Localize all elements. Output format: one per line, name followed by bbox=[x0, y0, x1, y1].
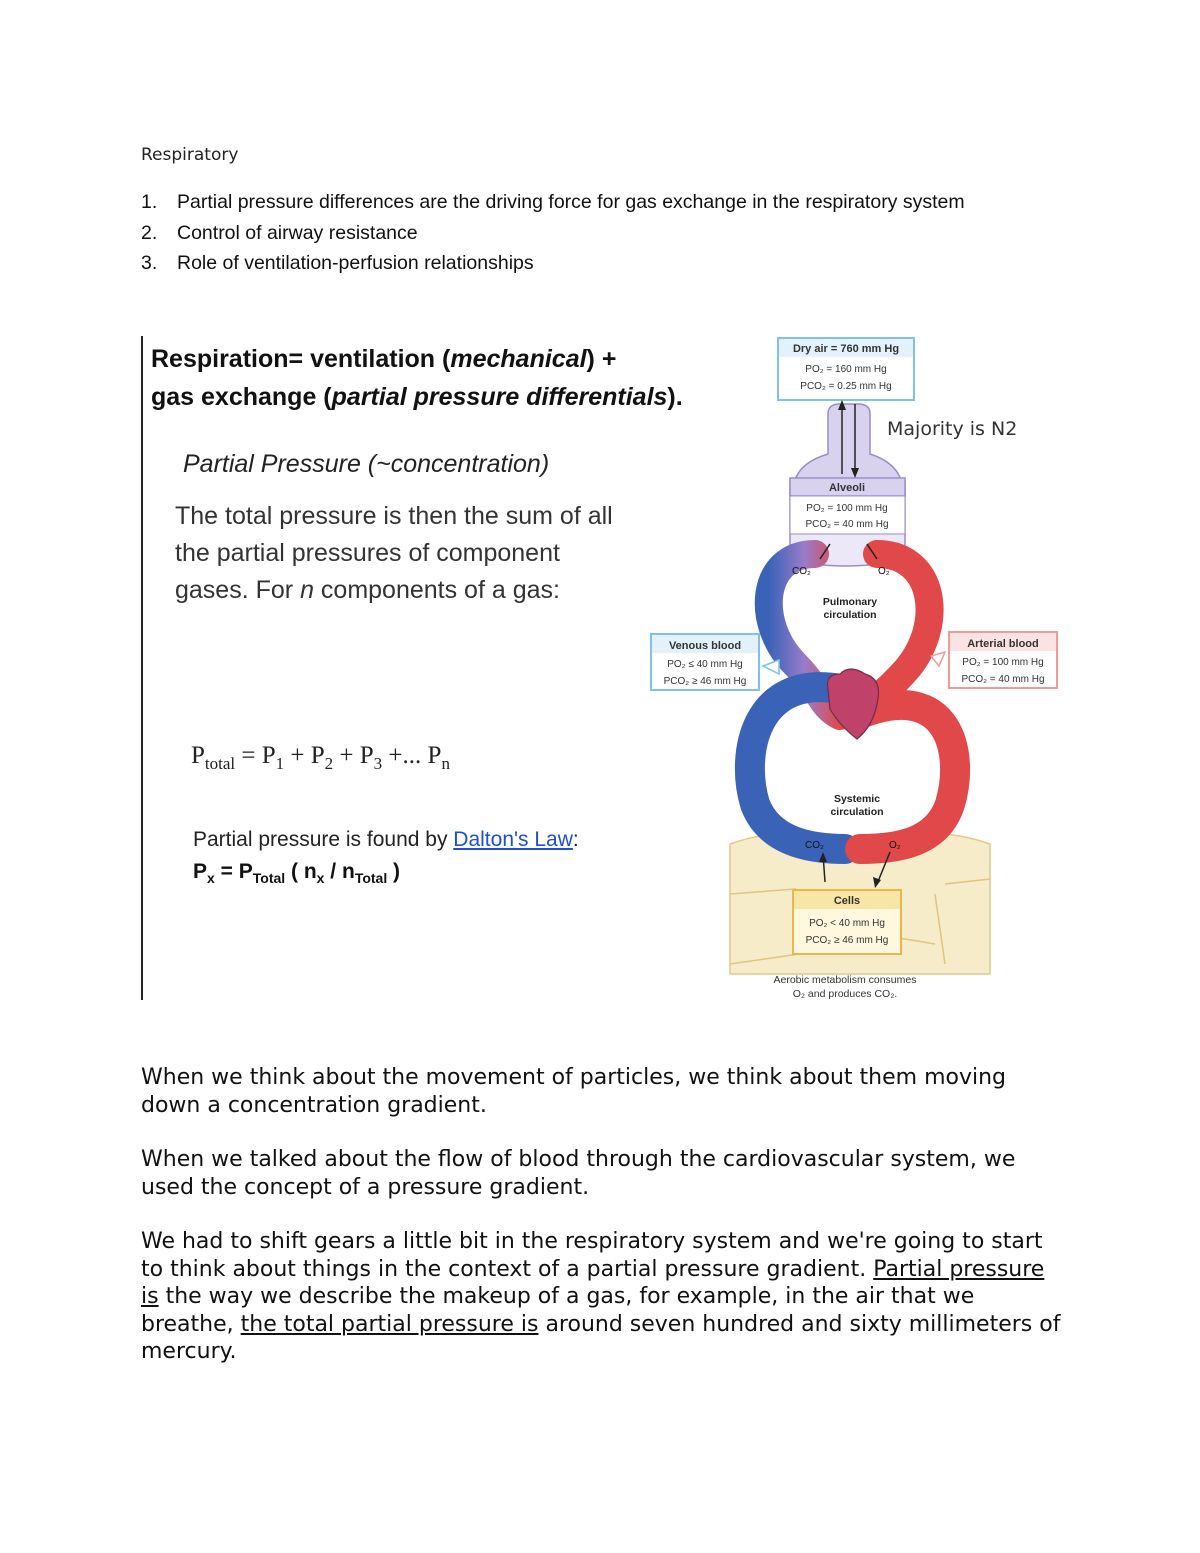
list-item bbox=[141, 188, 965, 219]
slide-body bbox=[175, 498, 615, 609]
systemic-label-2: circulation bbox=[830, 806, 884, 818]
dry-air-title: Dry air = 760 mm Hg bbox=[792, 343, 900, 355]
arterial-title: Arterial blood bbox=[967, 638, 1039, 650]
alveoli-title: Alveoli bbox=[828, 482, 866, 494]
list-text: Role of ventilation-perfusion relationships bbox=[177, 252, 534, 274]
arterial-blood-box bbox=[931, 632, 1057, 688]
slide-title-italic: partial pressure differentials bbox=[331, 383, 668, 411]
pulmonary-label-1: Pulmonary bbox=[822, 596, 878, 608]
venous-blood-box bbox=[651, 634, 779, 690]
pulmonary-label-2: circulation bbox=[823, 609, 877, 621]
underlined-phrase: the total partial pressure is bbox=[240, 1311, 539, 1337]
caption-line-2: O₂ and produces CO₂. bbox=[792, 988, 898, 1000]
dalton-formula: $P_x = P_{Total}$ ( $n_x / n_{Total}$ ) bbox=[193, 860, 401, 887]
co2-bottom-label: CO₂ bbox=[805, 840, 824, 851]
list-item bbox=[141, 219, 965, 250]
paragraph-partial-pressure bbox=[141, 1228, 1061, 1366]
venous-pco2: PCO₂ ≥ 46 mm Hg bbox=[663, 676, 747, 687]
slide-title-part: gas exchange ( bbox=[151, 383, 332, 411]
paragraph-pressure-gradient: When we talked about the flow of blood through the cardiovascular system, we used the concept of a pressure gradient. bbox=[141, 1147, 1016, 1200]
alveoli-po2: PO₂ = 100 mm Hg bbox=[806, 503, 888, 514]
dry-air-po2: PO₂ = 160 mm Hg bbox=[805, 364, 887, 375]
slide-subtitle: Partial Pressure (~concentration) bbox=[183, 450, 550, 478]
list-text: Control of airway resistance bbox=[177, 221, 418, 244]
slide-image bbox=[141, 336, 683, 1000]
dry-air-pco2: PCO₂ = 0.25 mm Hg bbox=[800, 381, 892, 392]
slide-title-italic: mechanical bbox=[450, 345, 587, 373]
arterial-po2: PO₂ = 100 mm Hg bbox=[962, 657, 1044, 668]
o2-top-label: O₂ bbox=[878, 566, 890, 577]
paragraph-text: We had to shift gears a little bit in the respiratory system and we're going to start to think about things in the context of a partial pressure gradient. bbox=[141, 1229, 1043, 1282]
caption-line-1: Aerobic metabolism consumes bbox=[773, 974, 917, 986]
slide-body-text: The total pressure is then the sum of all the partial pressures of component gases. For bbox=[175, 502, 613, 604]
daltons-law-link[interactable]: Dalton's Law bbox=[453, 828, 573, 851]
slide-title-part: ). bbox=[667, 383, 683, 411]
slide-title-part: Respiration= ventilation ( bbox=[151, 345, 451, 373]
list-text: Partial pressure differences are the driving force for gas exchange in the respiratory system bbox=[177, 191, 965, 213]
paragraph-concentration: When we think about the movement of particles, we think about them moving down a concentration gradient. bbox=[141, 1065, 1007, 1118]
slide-title-part: ) + bbox=[586, 345, 617, 373]
cells-title: Cells bbox=[833, 895, 861, 907]
total-pressure-formula: $P_{total} = P_1 + P_2 + P_3$ +... $P_n$ bbox=[191, 742, 450, 773]
alveoli-pco2: PCO₂ = 40 mm Hg bbox=[805, 519, 889, 530]
paragraph-text: the way we describe the makeup of a gas, for example, in the air that we breathe, bbox=[141, 1284, 975, 1337]
paragraph-text: around seven hundred and sixty millimeters of mercury. bbox=[141, 1311, 1061, 1364]
cells-box bbox=[793, 890, 901, 954]
venous-title: Venous blood bbox=[668, 640, 742, 652]
list-number: 3. bbox=[141, 252, 158, 274]
venous-po2: PO₂ ≤ 40 mm Hg bbox=[667, 659, 743, 670]
list-number: 2. bbox=[141, 221, 158, 244]
slide-body-text: components of a gas: bbox=[313, 576, 560, 604]
majority-note: Majority is N2 bbox=[887, 418, 1018, 440]
dalton-statement: Partial pressure is found by Dalton's Law: bbox=[193, 828, 579, 851]
slide-body-italic: n bbox=[300, 576, 314, 604]
cells-po2: PO₂ < 40 mm Hg bbox=[809, 918, 885, 929]
list-item bbox=[141, 249, 965, 280]
cells-pco2: PCO₂ ≥ 46 mm Hg bbox=[805, 935, 889, 946]
dry-air-box bbox=[778, 338, 914, 400]
gas-exchange-diagram bbox=[645, 334, 1065, 1006]
slide-title bbox=[151, 340, 683, 416]
underlined-phrase: Partial pressure is bbox=[141, 1256, 1045, 1309]
systemic-label-1: Systemic bbox=[833, 793, 881, 805]
o2-bottom-label: O₂ bbox=[889, 840, 901, 851]
arterial-pco2: PCO₂ = 40 mm Hg bbox=[961, 674, 1045, 685]
co2-top-label: CO₂ bbox=[792, 566, 811, 577]
document-heading: Respiratory bbox=[141, 145, 239, 165]
topic-list bbox=[141, 188, 965, 280]
list-number: 1. bbox=[141, 191, 158, 213]
